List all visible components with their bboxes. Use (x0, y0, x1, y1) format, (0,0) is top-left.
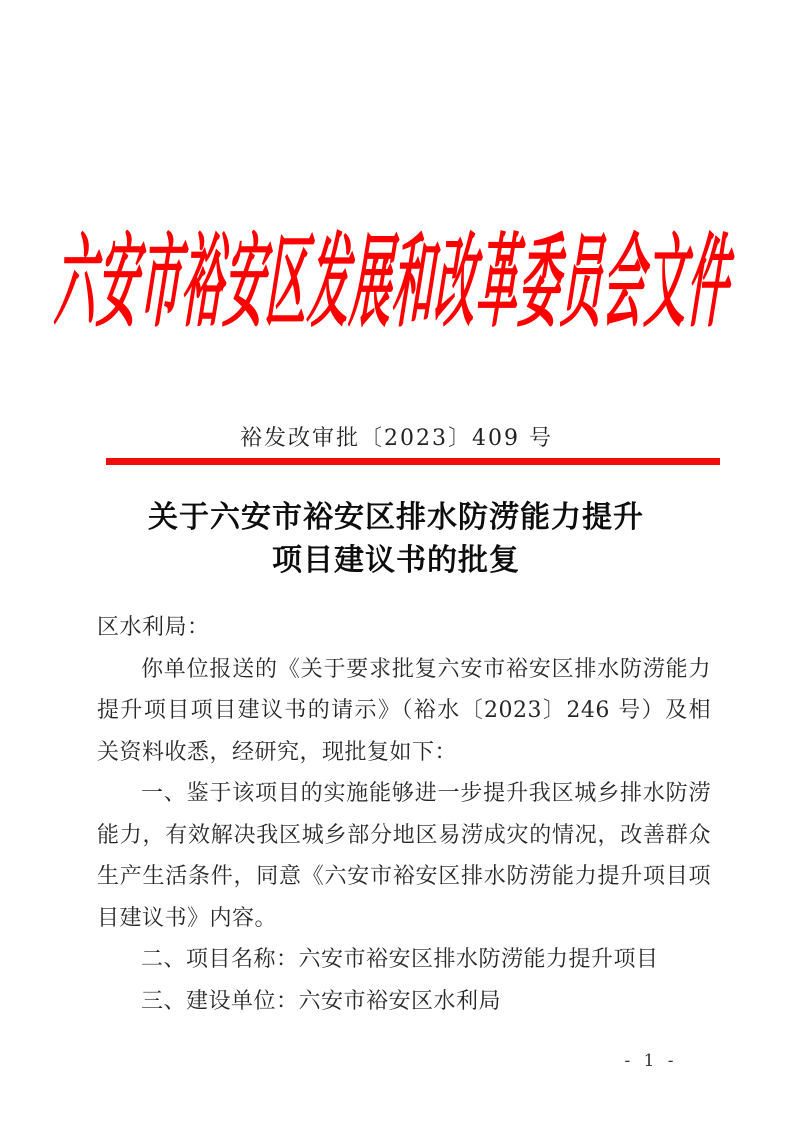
paragraph-request-summary: 你单位报送的《关于要求批复六安市裕安区排水防涝能力提升项目项目建议书的请示》（裕水〔2023〕246 号）及相关资料收悉，经研究，现批复如下： (97, 656, 711, 765)
page-number: - 1 - (624, 1051, 678, 1071)
title-line-2: 项目建议书的批复 (272, 543, 520, 578)
red-divider-line (106, 458, 720, 465)
doc-number: 裕发改审批〔2023〕409 号 (240, 426, 553, 451)
paragraph-item-1: 一、鉴于该项目的实施能够进一步提升我区城乡排水防涝能力，有效解决我区城乡部分地区易涝成灾的情况，改善群众生产生活条件，同意《六安市裕安区排水防涝能力提升项目项目建议书》内容。 (97, 781, 711, 931)
paragraph-item-2-project-name: 二、项目名称：六安市裕安区排水防涝能力提升项目 (141, 947, 659, 972)
title-line-1: 关于六安市裕安区排水防涝能力提升 (148, 500, 644, 535)
salutation: 区水利局： (97, 615, 210, 640)
document-title (41, 496, 751, 582)
agency-title: 六安市裕安区发展和改革委员会文件 (50, 222, 744, 342)
paragraph-item-3-construction-unit: 三、建设单位：六安市裕安区水利局 (141, 988, 502, 1014)
document-body (97, 607, 711, 1022)
